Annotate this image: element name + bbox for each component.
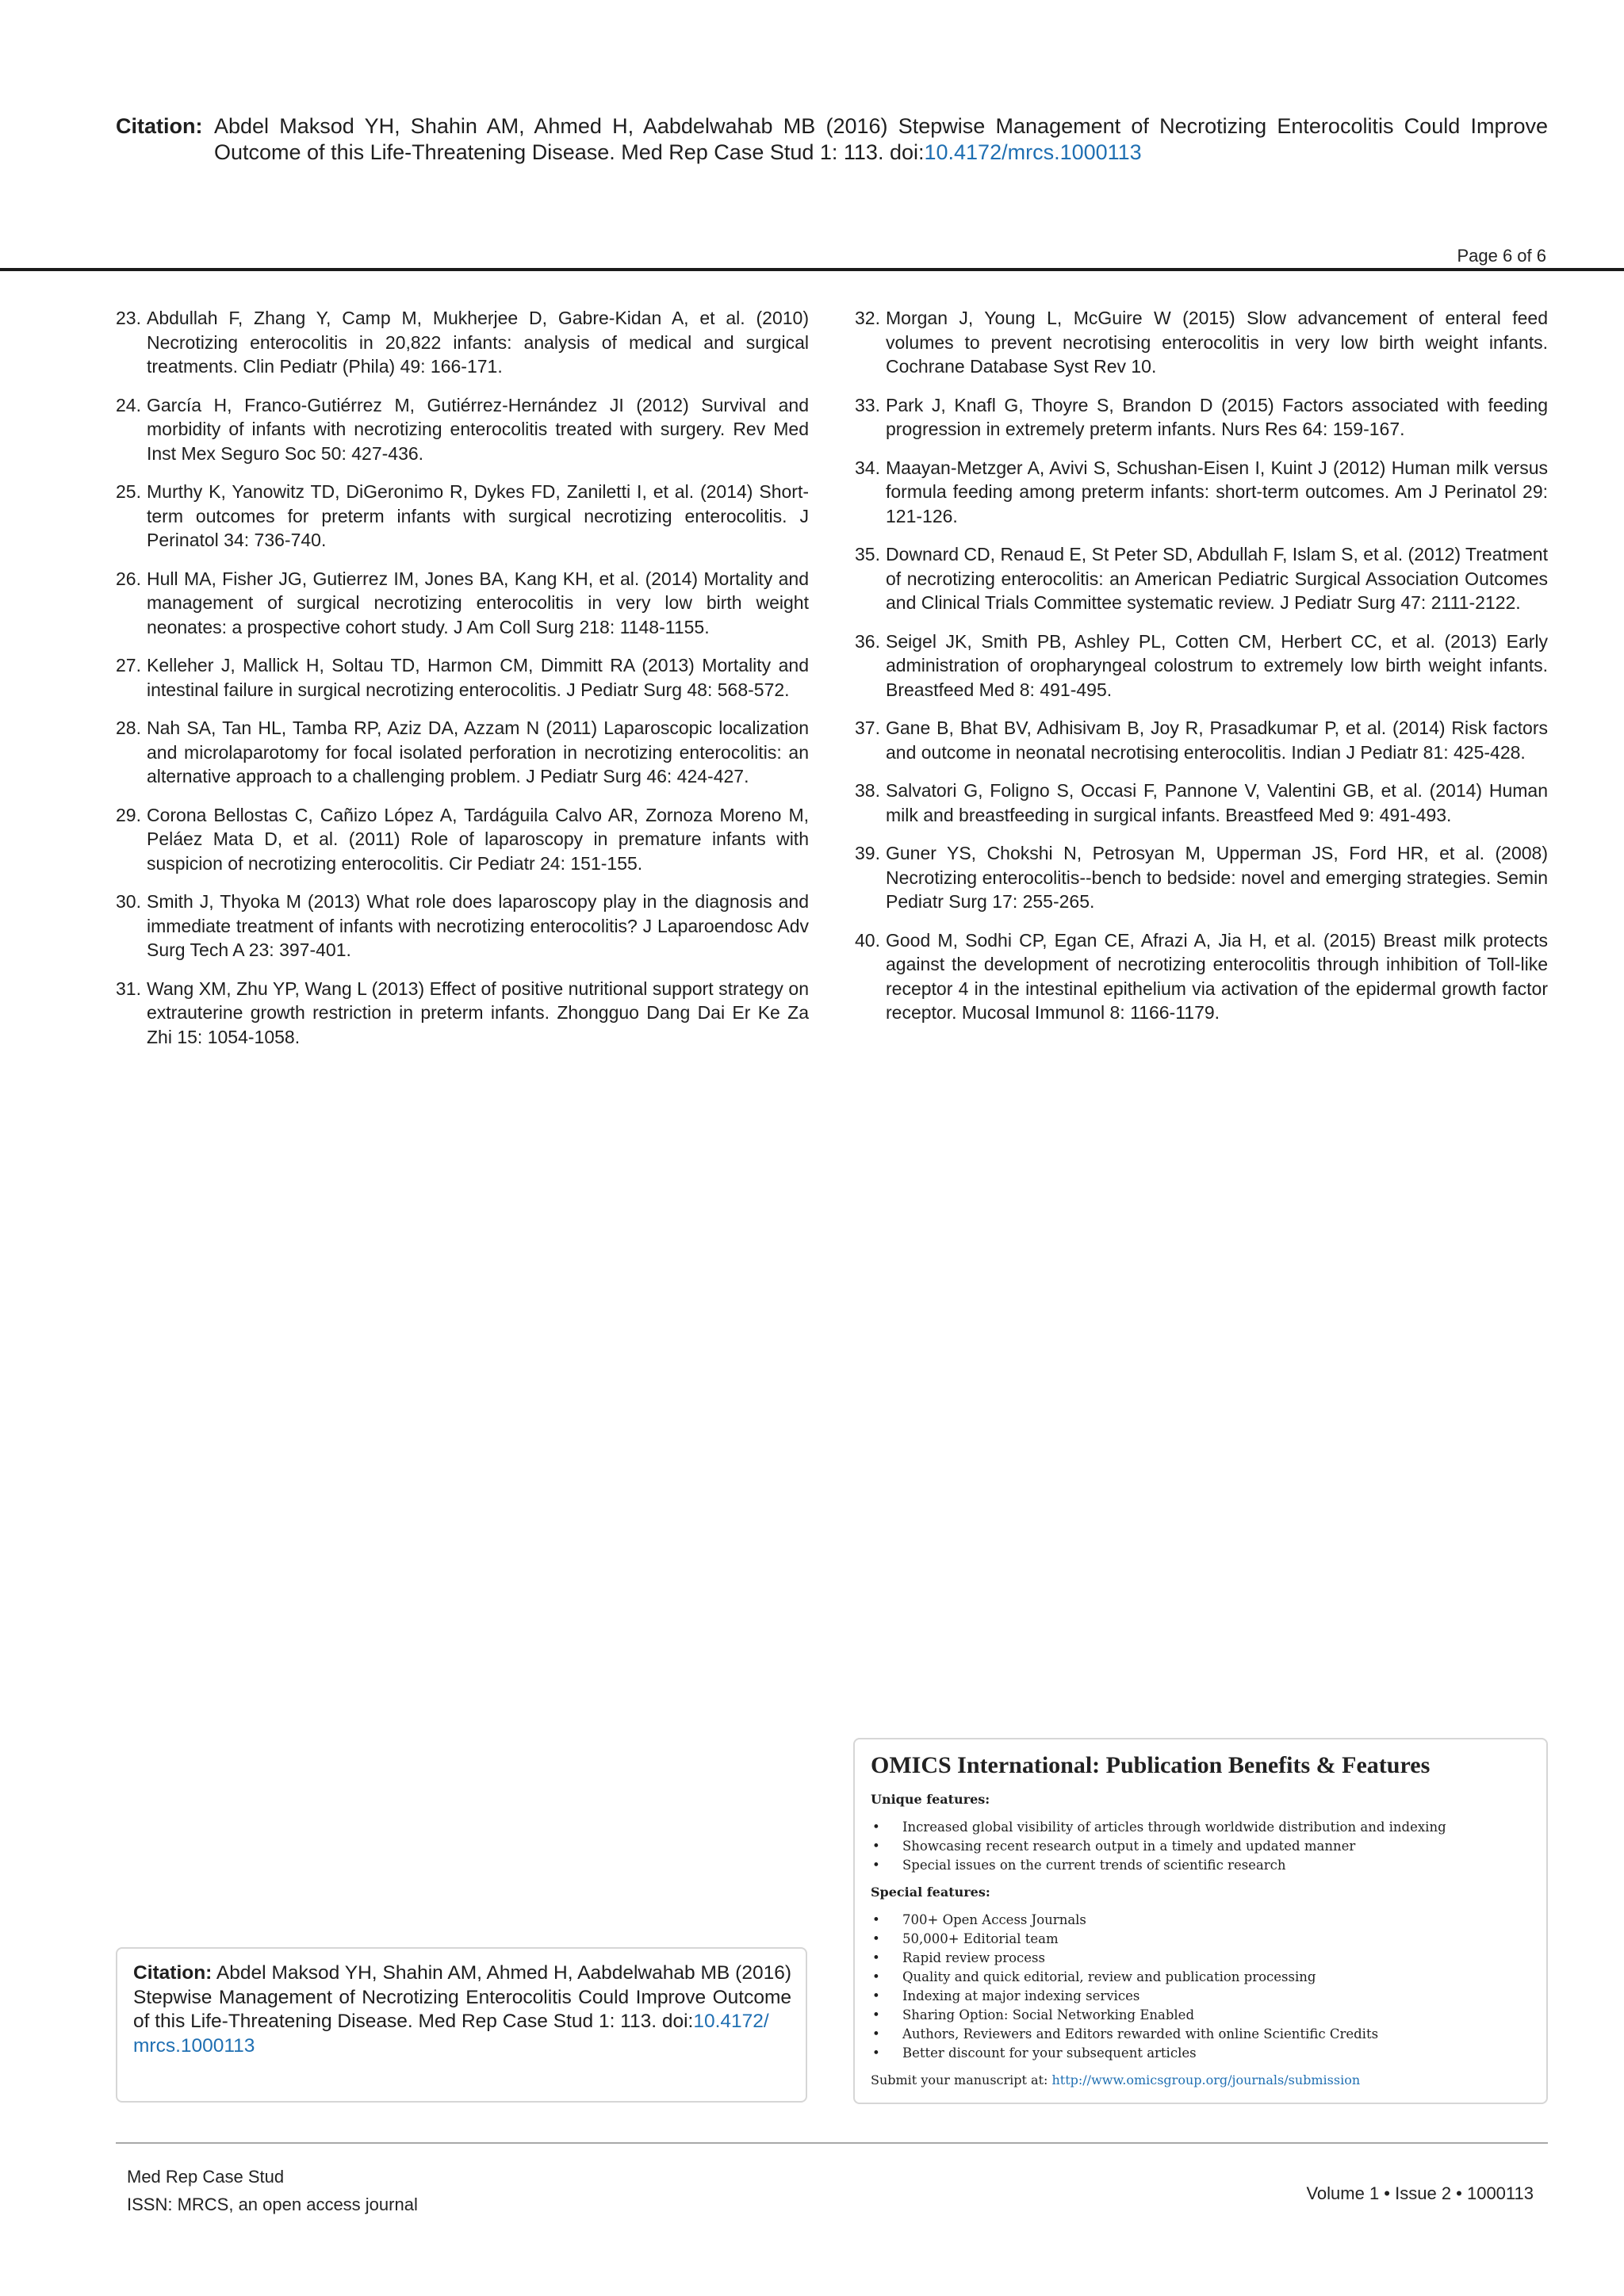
reference-text: Salvatori G, Foligno S, Occasi F, Pannone V, Valentini GB, et al. (2014) Human milk and breastfeeding in surgical infants. Breastfeed Med 9: 491-493. — [886, 780, 1548, 825]
reference-text: García H, Franco-Gutiérrez M, Gutiérrez-Hernández JI (2012) Survival and morbidity of infants with necrotizing enterocolitis treated with surgery. Rev Med Inst Mex Seguro Soc 50: 427-436. — [147, 394, 809, 464]
feature-text: Increased global visibility of articles through worldwide distribution and indexing — [902, 1820, 1446, 1835]
feature-text: Rapid review process — [902, 1950, 1045, 1965]
reference-text: Abdullah F, Zhang Y, Camp M, Mukherjee D, Gabre-Kidan A, et al. (2010) Necrotizing enterocolitis in 20,822 infants: analysis of medical and surgical treatments. Clin Pediatr (Phila) 49: 166-171. — [147, 308, 809, 377]
feature-text: Authors, Reviewers and Editors rewarded with online Scientific Credits — [902, 2026, 1379, 2042]
reference-number: 29. — [116, 804, 141, 825]
reference-text: Morgan J, Young L, McGuire W (2015) Slow advancement of enteral feed volumes to prevent necrotising enterocolitis in very low birth weight infants. Cochrane Database Syst Rev 10. — [886, 308, 1548, 377]
reference-item — [855, 841, 1548, 914]
omics-title: OMICS International: Publication Benefits & Features — [871, 1752, 1431, 1778]
citation-box — [116, 1947, 807, 2103]
reference-number: 34. — [855, 457, 880, 478]
citation-box-doi-link-part1[interactable]: 10.4172/ — [693, 2011, 769, 2032]
reference-item — [116, 653, 809, 702]
reference-number: 31. — [116, 978, 141, 999]
footer-divider — [116, 2142, 1548, 2144]
feature-text: Indexing at major indexing services — [902, 1988, 1140, 2003]
reference-text: Smith J, Thyoka M (2013) What role does laparoscopy play in the diagnosis and immediate treatment of infants with necrotizing enterocolitis? J Laparoendosc Adv Surg Tech A 23: 397-401. — [147, 891, 809, 960]
reference-text: Downard CD, Renaud E, St Peter SD, Abdullah F, Islam S, et al. (2012) Treatment of necrotizing enterocolitis: an American Pediatric Surgical Association Outcomes and Clinical Trials Committee systematic review. J Pediatr Surg 47: 2111-2122. — [886, 544, 1548, 613]
submit-line — [871, 2072, 1530, 2087]
bullet-icon: • — [872, 1969, 880, 1984]
header-citation — [116, 113, 1548, 166]
submission-link[interactable]: http://www.omicsgroup.org/journals/submission — [1051, 2072, 1361, 2087]
feature-text: Special issues on the current trends of scientific research — [902, 1858, 1286, 1873]
reference-text: Corona Bellostas C, Cañizo López A, Tardáguila Calvo AR, Zornoza Moreno M, Peláez Mata D, et al. (2011) Role of laparoscopy in premature infants with suspicion of necrotizing enterocolitis. Cir Pediatr 24: 151-155. — [147, 804, 809, 874]
reference-item — [116, 306, 809, 379]
reference-number: 32. — [855, 308, 880, 328]
references-right-column — [855, 306, 1548, 1039]
bullet-icon: • — [872, 1820, 880, 1835]
bullet-icon: • — [872, 1931, 880, 1946]
reference-text: Park J, Knafl G, Thoyre S, Brandon D (2015) Factors associated with feeding progression in extremely preterm infants. Nurs Res 64: 159-167. — [886, 394, 1548, 439]
reference-item — [855, 716, 1548, 764]
header-divider — [0, 268, 1624, 271]
reference-number: 26. — [116, 568, 141, 589]
reference-number: 39. — [855, 843, 880, 863]
reference-item — [116, 480, 809, 553]
header-doi-link[interactable]: 10.4172/mrcs.1000113 — [924, 140, 1142, 164]
unique-features-heading: Unique features: — [871, 1792, 990, 1807]
reference-number: 38. — [855, 780, 880, 801]
reference-text: Nah SA, Tan HL, Tamba RP, Aziz DA, Azzam N (2011) Laparoscopic localization and microlaparotomy for focal isolated perforation in necrotizing enterocolitis: an alternative approach to a challenging problem. J Pediatr Surg 46: 424-427. — [147, 718, 809, 786]
reference-text: Wang XM, Zhu YP, Wang L (2013) Effect of positive nutritional support strategy on extrauterine growth restriction in preterm infants. Zhongguo Dang Dai Er Ke Za Zhi 15: 1054-1058. — [147, 978, 809, 1047]
reference-number: 35. — [855, 544, 880, 564]
feature-item — [871, 1968, 1530, 1987]
feature-text: Sharing Option: Social Networking Enabled — [902, 2007, 1195, 2022]
reference-number: 37. — [855, 718, 880, 738]
feature-text: Better discount for your subsequent articles — [902, 2045, 1197, 2061]
references-left-column — [116, 306, 809, 1063]
omics-benefits-box — [853, 1738, 1548, 2104]
reference-text: Murthy K, Yanowitz TD, DiGeronimo R, Dykes FD, Zaniletti I, et al. (2014) Short-term outcomes for preterm infants with surgical necrotizing enterocolitis. J Perinatol 34: 736-740. — [147, 481, 809, 550]
feature-text: Quality and quick editorial, review and publication processing — [902, 1969, 1316, 1984]
feature-text: Showcasing recent research output in a timely and updated manner — [902, 1839, 1356, 1854]
reference-text: Guner YS, Chokshi N, Petrosyan M, Upperman JS, Ford HR, et al. (2008) Necrotizing enterocolitis--bench to bedside: novel and emerging strategies. Semin Pediatr Surg 17: 255-265. — [886, 843, 1548, 912]
feature-item — [871, 1856, 1530, 1875]
feature-item — [871, 2025, 1530, 2044]
reference-text: Maayan-Metzger A, Avivi S, Schushan-Eisen I, Kuint J (2012) Human milk versus formula feeding among preterm infants: short-term outcomes. Am J Perinatol 29: 121-126. — [886, 457, 1548, 526]
bullet-icon: • — [872, 1912, 880, 1927]
reference-text: Good M, Sodhi CP, Egan CE, Afrazi A, Jia H, et al. (2015) Breast milk protects against the development of necrotizing enterocolitis through inhibition of Toll-like receptor 4 in the intestinal epithelium via activation of the epidermal growth factor receptor. Mucosal Immunol 8: 1166-1179. — [886, 929, 1548, 1023]
reference-item — [116, 803, 809, 876]
page-number: Page 6 of 6 — [1457, 246, 1546, 266]
feature-text: 700+ Open Access Journals — [902, 1912, 1086, 1927]
bullet-icon: • — [872, 1950, 880, 1965]
reference-text: Gane B, Bhat BV, Adhisivam B, Joy R, Prasadkumar P, et al. (2014) Risk factors and outcome in neonatal necrotising enterocolitis. Indian J Pediatr 81: 425-428. — [886, 718, 1548, 763]
reference-item — [855, 779, 1548, 827]
reference-number: 36. — [855, 630, 880, 652]
reference-text: Hull MA, Fisher JG, Gutierrez IM, Jones BA, Kang KH, et al. (2014) Mortality and management of surgical necrotizing enterocolitis in very low birth weight neonates: a prospective cohort study. J Am Coll Surg 218: 1148-1155. — [147, 568, 809, 637]
reference-item — [855, 456, 1548, 529]
reference-number: 30. — [116, 891, 141, 912]
reference-item — [855, 306, 1548, 379]
bullet-icon: • — [872, 1839, 880, 1854]
header-citation-text: Abdel Maksod YH, Shahin AM, Ahmed H, Aabdelwahab MB (2016) Stepwise Management of Necrotizing Enterocolitis Could Improve Outcome of this Life-Threatening Disease. Med Rep Case Stud 1: 113. doi: — [214, 114, 1548, 164]
footer-volume-issue: Volume 1 • Issue 2 • 1000113 — [1306, 2183, 1534, 2203]
bullet-icon: • — [872, 1988, 880, 2003]
feature-item — [871, 2044, 1530, 2063]
reference-item — [116, 393, 809, 466]
reference-number: 27. — [116, 655, 141, 675]
citation-box-label: Citation: — [133, 1962, 213, 1984]
footer-journal-name: Med Rep Case Stud — [127, 2167, 285, 2187]
reference-text: Kelleher J, Mallick H, Soltau TD, Harmon CM, Dimmitt RA (2013) Mortality and intestinal failure in surgical necrotizing enterocolitis. J Pediatr Surg 48: 568-572. — [147, 655, 809, 700]
feature-item — [871, 1818, 1530, 1837]
reference-item — [116, 890, 809, 962]
reference-number: 23. — [116, 308, 141, 328]
reference-item — [855, 393, 1548, 442]
feature-item — [871, 1987, 1530, 2006]
reference-number: 25. — [116, 481, 141, 502]
feature-item — [871, 1949, 1530, 1968]
feature-item — [871, 1930, 1530, 1949]
reference-number: 24. — [116, 394, 141, 415]
bullet-icon: • — [872, 2007, 880, 2022]
unique-features-list — [871, 1818, 1530, 1875]
bullet-icon: • — [872, 2045, 880, 2061]
citation-box-doi-link-part2[interactable]: mrcs.1000113 — [133, 2034, 255, 2057]
reference-item — [116, 716, 809, 789]
reference-number: 28. — [116, 718, 141, 738]
special-features-heading: Special features: — [871, 1885, 990, 1900]
feature-text: 50,000+ Editorial team — [902, 1931, 1059, 1946]
feature-item — [871, 1837, 1530, 1856]
reference-item — [855, 928, 1548, 1025]
reference-item — [855, 629, 1548, 702]
reference-item — [855, 542, 1548, 615]
reference-number: 33. — [855, 394, 880, 415]
header-citation-body — [214, 113, 1548, 166]
citation-box-text: Abdel Maksod YH, Shahin AM, Ahmed H, Aabdelwahab MB (2016) Stepwise Management of Necrotizing Enterocolitis Could Improve Outcome of this Life-Threatening Disease. Med Rep Case Stud 1: 113. doi: — [133, 1962, 791, 2032]
bullet-icon: • — [872, 2026, 880, 2042]
header-citation-label: Citation: — [116, 114, 203, 138]
reference-item — [116, 977, 809, 1050]
bullet-icon: • — [872, 1858, 880, 1873]
reference-item — [116, 567, 809, 640]
feature-item — [871, 2006, 1530, 2025]
special-features-list — [871, 1911, 1530, 2063]
reference-number: 40. — [855, 929, 880, 951]
submit-label: Submit your manuscript at: — [871, 2072, 1052, 2087]
reference-text: Seigel JK, Smith PB, Ashley PL, Cotten CM, Herbert CC, et al. (2013) Early administration of oropharyngeal colostrum to extremely low birth weight infants. Breastfeed Med 8: 491-495. — [886, 630, 1548, 700]
feature-item — [871, 1911, 1530, 1930]
footer-issn: ISSN: MRCS, an open access journal — [127, 2195, 418, 2214]
